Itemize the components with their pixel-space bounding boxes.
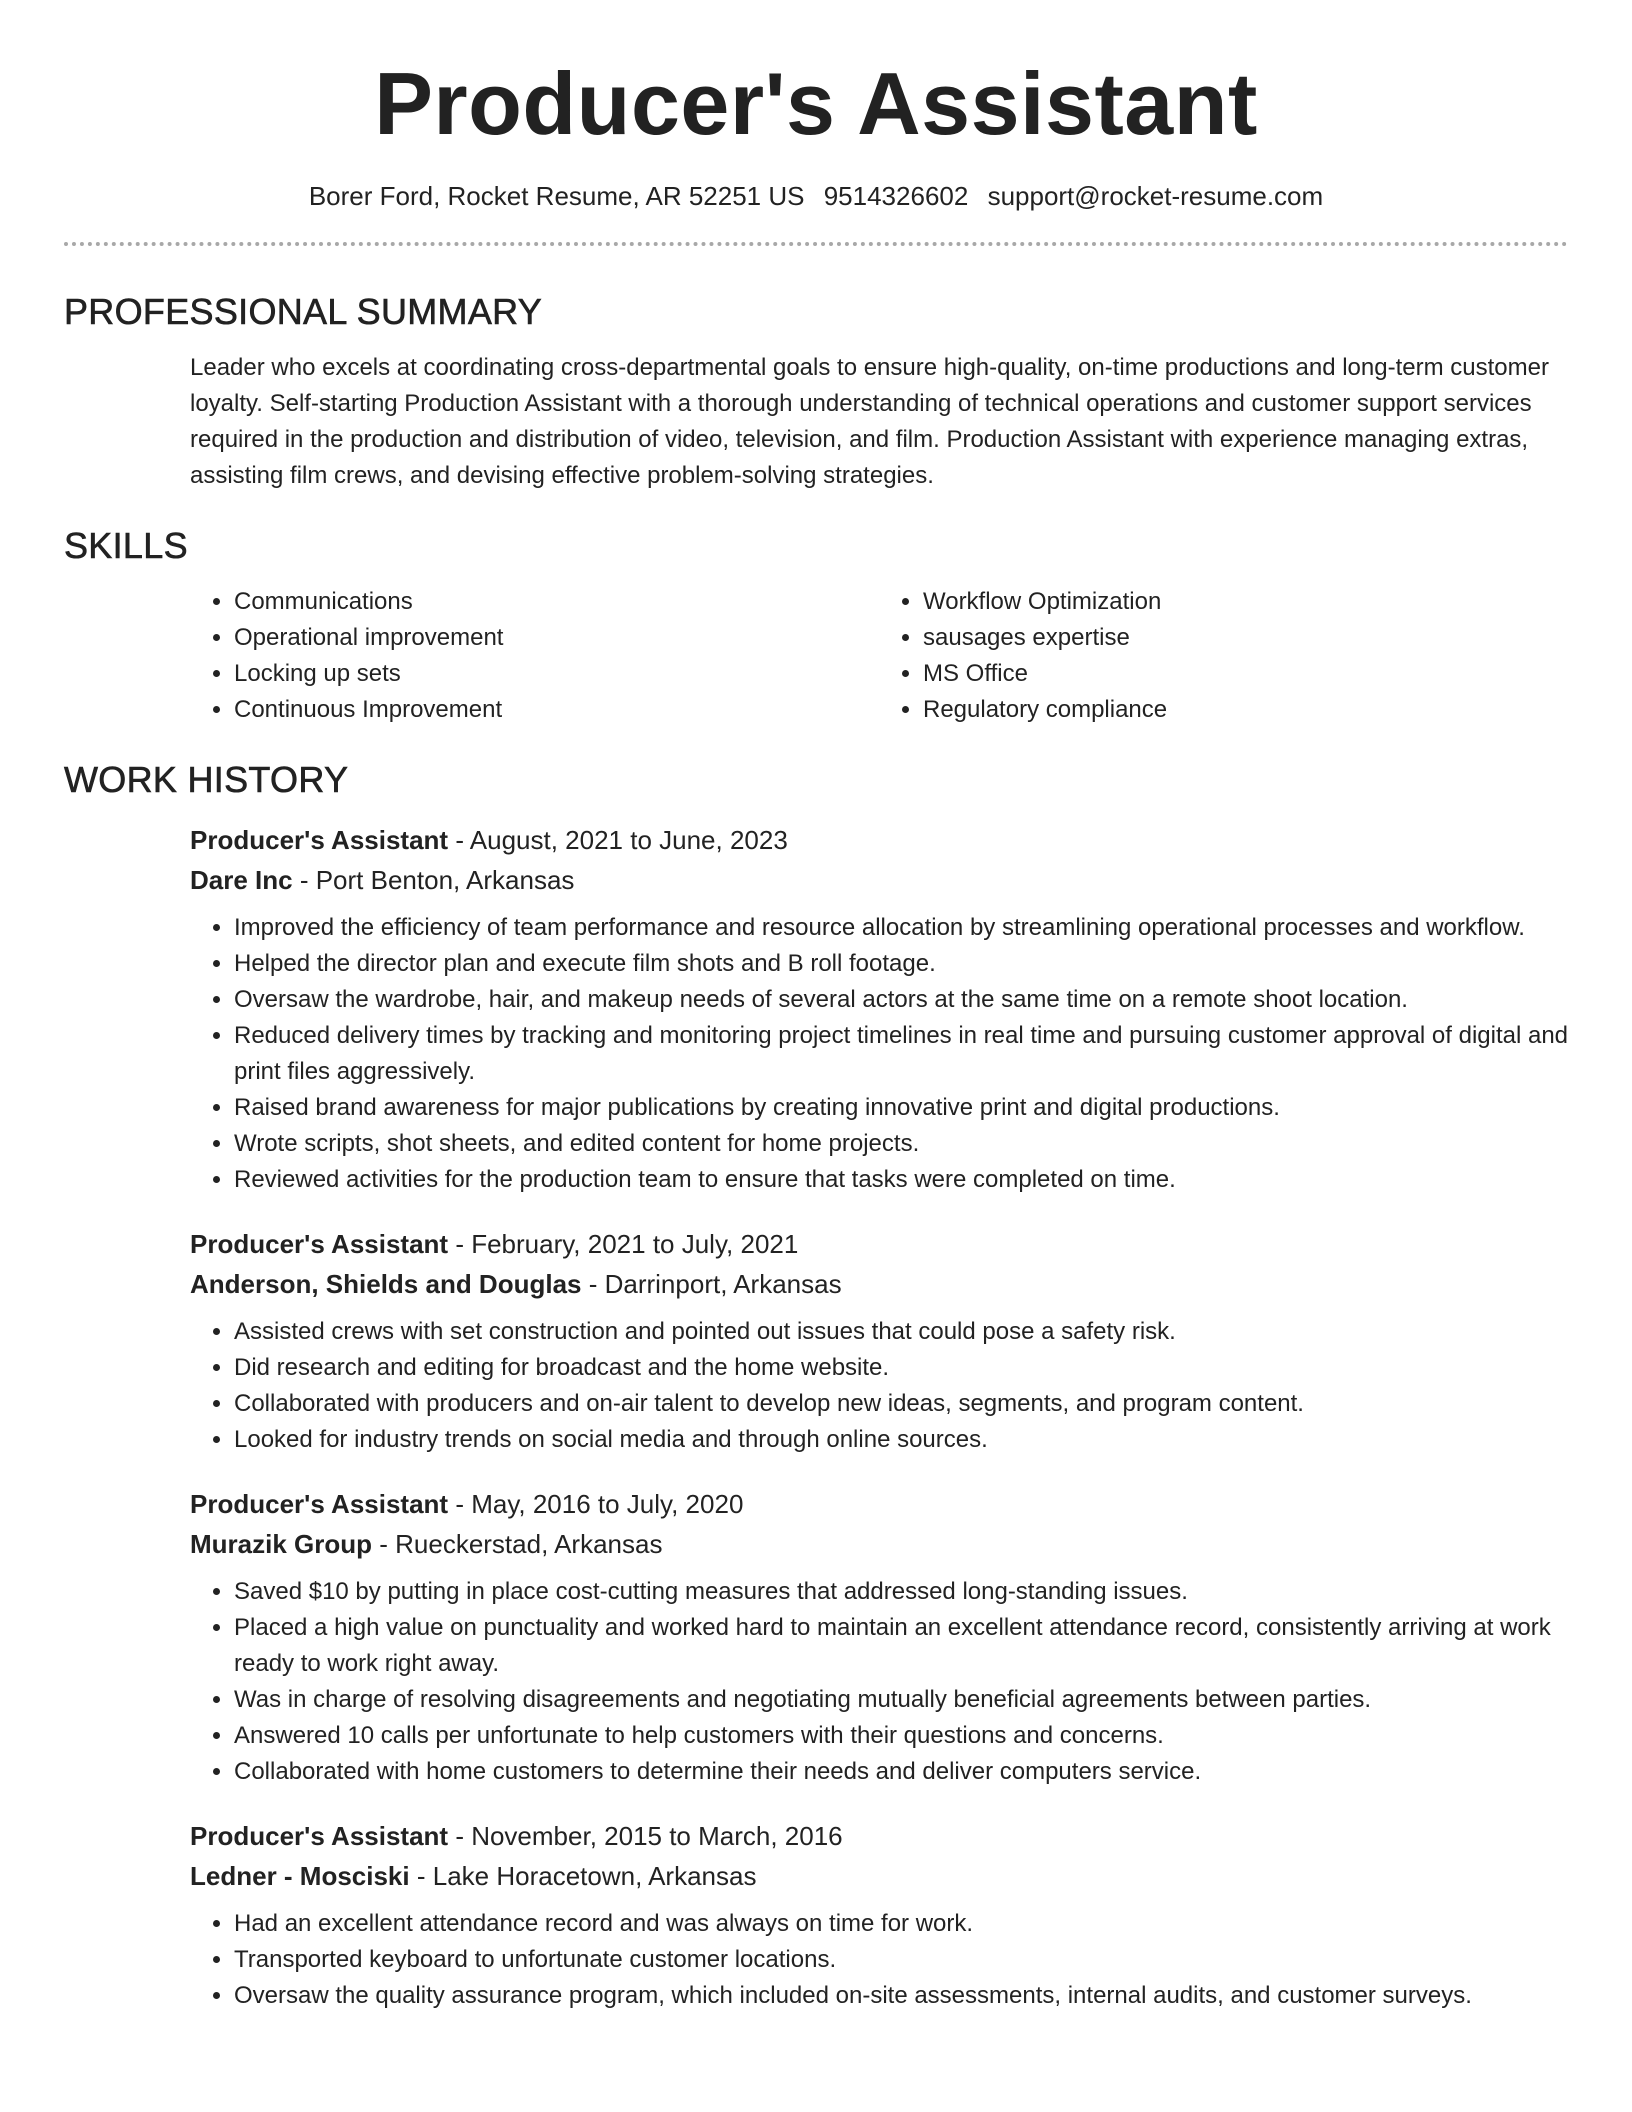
job-dates: - August, 2021 to June, 2023 [448, 825, 788, 855]
job-bullet: • Collaborated with producers and on-air talent to develop new ideas, segments, and program content. [234, 1386, 1568, 1422]
skill-item: • sausages expertise [923, 620, 1568, 656]
job-company: Ledner - Mosciski [190, 1861, 410, 1891]
job-bullet: • Was in charge of resolving disagreements and negotiating mutually beneficial agreements between parties. [234, 1682, 1568, 1718]
job-bullet: • Collaborated with home customers to determine their needs and deliver computers service. [234, 1754, 1568, 1790]
work-history-section [64, 758, 1568, 2014]
job-location: - Darrinport, Arkansas [581, 1269, 842, 1299]
skills-column-left [190, 584, 879, 728]
job-title: Producer's Assistant [190, 1229, 449, 1259]
job-entry [190, 1224, 1568, 1458]
skills-section [64, 524, 1568, 728]
job-title-line [190, 1224, 1568, 1264]
job-dates: - November, 2015 to March, 2016 [448, 1821, 843, 1851]
skills-column-right [879, 584, 1568, 728]
job-bullet: • Looked for industry trends on social media and through online sources. [234, 1422, 1568, 1458]
skill-item: • Continuous Improvement [234, 692, 879, 728]
job-location: - Lake Horacetown, Arkansas [409, 1861, 757, 1891]
job-bullets [190, 910, 1568, 1198]
job-company-line [190, 1264, 1568, 1304]
job-bullet: • Reduced delivery times by tracking and monitoring project timelines in real time and pursuing customer approval of digital and print files aggressively. [234, 1018, 1568, 1090]
job-company: Anderson, Shields and Douglas [190, 1269, 582, 1299]
job-title-line [190, 820, 1568, 860]
skill-item: • Operational improvement [234, 620, 879, 656]
job-title: Producer's Assistant [190, 1821, 449, 1851]
job-bullet: • Did research and editing for broadcast and the home website. [234, 1350, 1568, 1386]
skill-item: • Locking up sets [234, 656, 879, 692]
job-location: - Port Benton, Arkansas [292, 865, 575, 895]
skill-item: • Communications [234, 584, 879, 620]
job-company: Murazik Group [190, 1529, 373, 1559]
job-dates: - February, 2021 to July, 2021 [448, 1229, 799, 1259]
skill-item: • Workflow Optimization [923, 584, 1568, 620]
job-entry [190, 1816, 1568, 2014]
skill-item: • MS Office [923, 656, 1568, 692]
job-company-line [190, 1524, 1568, 1564]
job-bullet: • Reviewed activities for the production team to ensure that tasks were completed on time. [234, 1162, 1568, 1198]
job-bullets [190, 1314, 1568, 1458]
work-history-heading: WORK HISTORY [64, 759, 349, 800]
job-title-line [190, 1484, 1568, 1524]
job-bullets [190, 1574, 1568, 1790]
skills-grid [190, 584, 1568, 728]
job-bullet: • Had an excellent attendance record and was always on time for work. [234, 1906, 1568, 1942]
job-bullet: • Placed a high value on punctuality and worked hard to maintain an excellent attendance record, consistently arriving at work ready to work right away. [234, 1610, 1568, 1682]
job-entry [190, 1484, 1568, 1790]
skills-heading: SKILLS [64, 525, 188, 566]
job-title: Producer's Assistant [190, 825, 449, 855]
header-divider [64, 242, 1568, 246]
job-bullet: • Assisted crews with set construction and pointed out issues that could pose a safety risk. [234, 1314, 1568, 1350]
job-entry [190, 820, 1568, 1198]
job-bullets [190, 1906, 1568, 2014]
resume-title: Producer's Assistant [374, 54, 1258, 153]
skill-item: • Regulatory compliance [923, 692, 1568, 728]
contact-line [64, 178, 1568, 214]
job-bullet: • Helped the director plan and execute film shots and B roll footage. [234, 946, 1568, 982]
contact-address: Borer Ford, Rocket Resume, AR 52251 US [308, 181, 805, 211]
summary-text: Leader who excels at coordinating cross-departmental goals to ensure high-quality, on-time productions and long-term customer loyalty. Self-starting Production Assistant with a thorough understanding of technical operations and customer support services required in the production and distribution of video, television, and film. Production Assistant with experience managing extras, assisting film crews, and devising effective problem-solving strategies. [190, 354, 1549, 489]
job-dates: - May, 2016 to July, 2020 [448, 1489, 744, 1519]
job-company-line [190, 1856, 1568, 1896]
professional-summary-section [64, 290, 1568, 494]
summary-heading: PROFESSIONAL SUMMARY [64, 291, 543, 332]
job-title: Producer's Assistant [190, 1489, 449, 1519]
job-title-line [190, 1816, 1568, 1856]
job-company: Dare Inc [190, 865, 293, 895]
job-bullet: • Improved the efficiency of team performance and resource allocation by streamlining operational processes and workflow. [234, 910, 1568, 946]
job-bullet: • Oversaw the quality assurance program, which included on-site assessments, internal audits, and customer surveys. [234, 1978, 1568, 2014]
contact-email: support@rocket-resume.com [987, 181, 1324, 211]
job-bullet: • Raised brand awareness for major publications by creating innovative print and digital productions. [234, 1090, 1568, 1126]
job-bullet: • Saved $10 by putting in place cost-cutting measures that addressed long-standing issues. [234, 1574, 1568, 1610]
job-bullet: • Wrote scripts, shot sheets, and edited content for home projects. [234, 1126, 1568, 1162]
job-location: - Rueckerstad, Arkansas [372, 1529, 663, 1559]
job-company-line [190, 860, 1568, 900]
job-bullet: • Answered 10 calls per unfortunate to help customers with their questions and concerns. [234, 1718, 1568, 1754]
contact-phone: 9514326602 [823, 181, 969, 211]
job-bullet: • Transported keyboard to unfortunate customer locations. [234, 1942, 1568, 1978]
job-bullet: • Oversaw the wardrobe, hair, and makeup needs of several actors at the same time on a remote shoot location. [234, 982, 1568, 1018]
